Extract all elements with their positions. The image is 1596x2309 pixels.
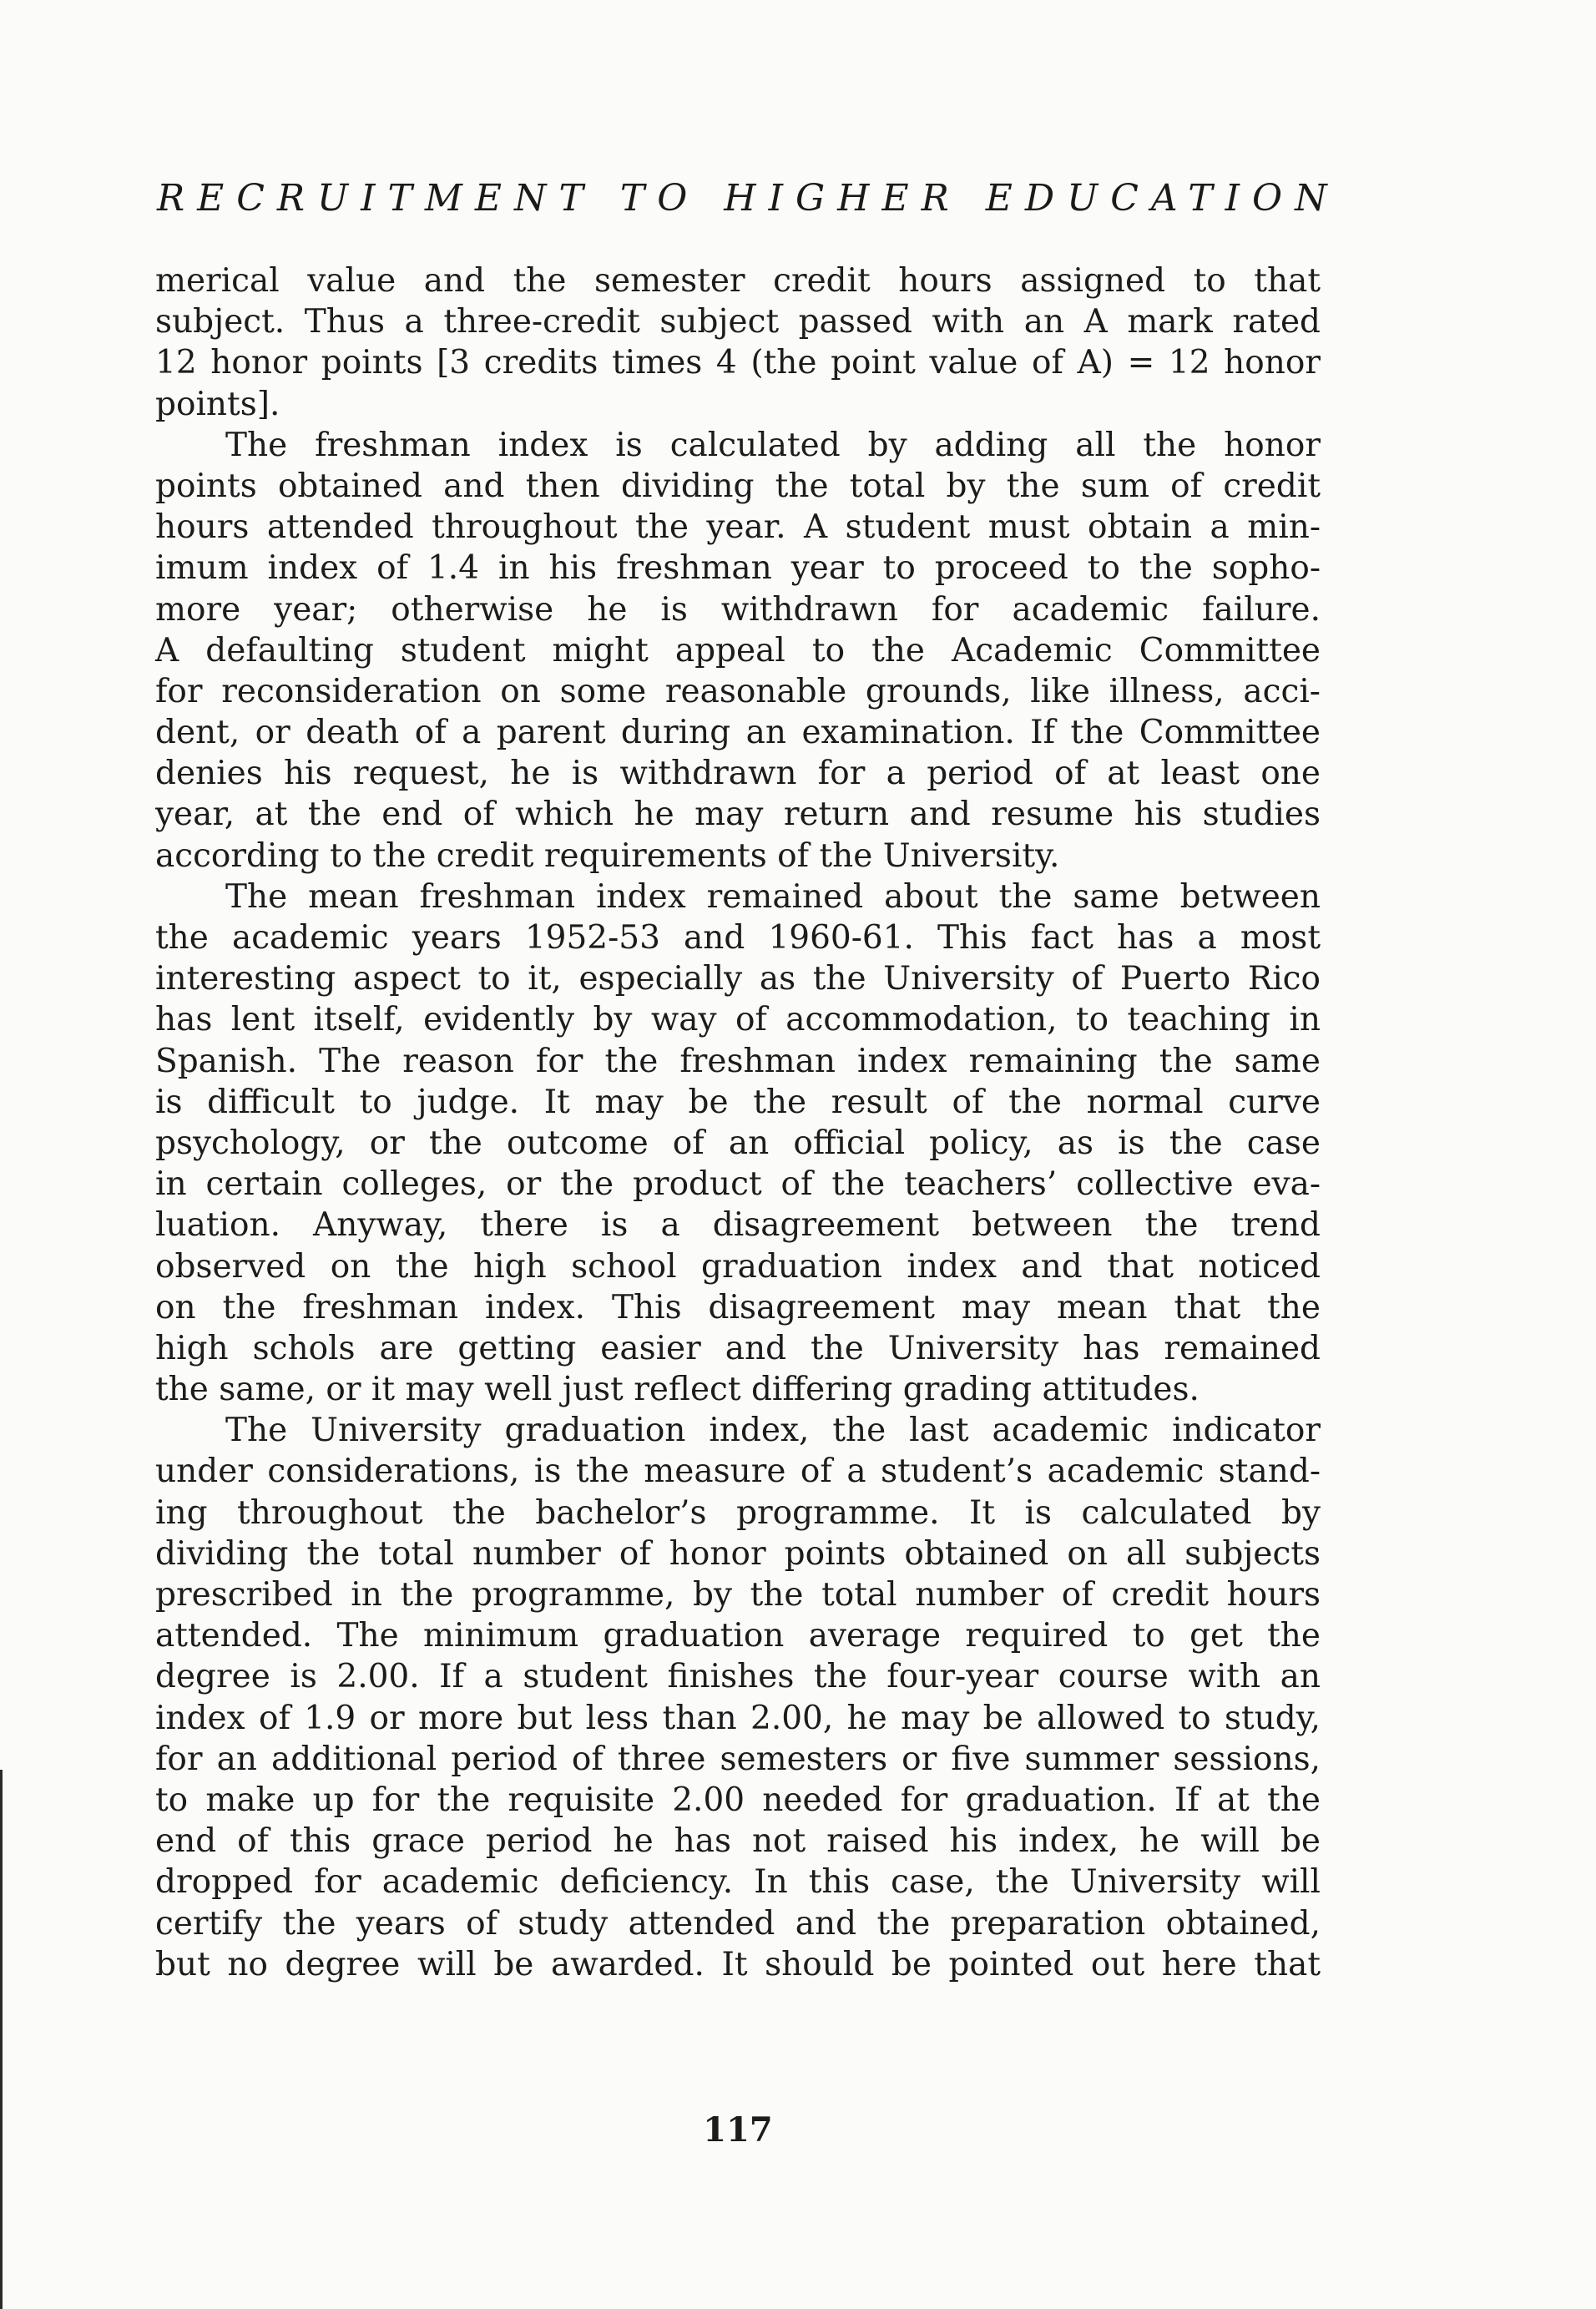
text-line: denies his request, he is withdrawn for a period of at least one [155,755,1321,793]
page-edge-divider [0,1770,3,2309]
text-line: ing throughout the bachelor’s programme. It is calculated by [155,1493,1321,1532]
text-line: observed on the high school graduation index and that noticed [155,1247,1321,1286]
text-line: The University graduation index, the last academic indicator [225,1412,1321,1450]
text-line: on the freshman index. This disagreement may mean that the [155,1288,1321,1326]
text-line: The freshman index is calculated by adding all the honor [225,426,1321,464]
text-line: points obtained and then dividing the total by the sum of credit [155,467,1321,505]
text-line: end of this grace period he has not raised his index, he will be [155,1822,1321,1861]
text-line: according to the credit requirements of the University. [155,836,1060,875]
text-line: is difficult to judge. It may be the result of the normal curve [155,1083,1321,1121]
text-line: the academic years 1952-53 and 1960-61. This fact has a most [155,919,1321,957]
text-line: prescribed in the programme, by the total number of credit hours [155,1576,1321,1614]
text-line: subject. Thus a three-credit subject passed with an A mark rated [155,303,1321,341]
text-line: certify the years of study attended and the preparation obtained, [155,1904,1321,1943]
text-line: in certain colleges, or the product of the teachers’ collective eva- [155,1165,1321,1204]
text-line: high schols are getting easier and the University has remained [155,1329,1321,1367]
text-line: 12 honor points [3 credits times 4 (the point value of A) = 12 honor [155,344,1321,382]
text-line: year, at the end of which he may return and resume his studies [155,796,1321,834]
running-header: RECRUITMENT TO HIGHER EDUCATION [157,177,1340,220]
text-line: The mean freshman index remained about the same between [225,877,1321,916]
page-number: 117 [703,2110,773,2150]
text-line: index of 1.9 or more but less than 2.00, he may be allowed to study, [155,1699,1321,1737]
text-line: for reconsideration on some reasonable grounds, like illness, acci- [155,672,1321,710]
text-line: hours attended throughout the year. A student must obtain a min- [155,508,1321,547]
text-line: the same, or it may well just reflect differing grading attitudes. [155,1371,1200,1409]
text-line: A defaulting student might appeal to the Academic Committee [155,631,1321,669]
text-line: luation. Anyway, there is a disagreement between the trend [155,1206,1321,1245]
text-line: more year; otherwise he is withdrawn for academic failure. [155,590,1321,629]
text-line: degree is 2.00. If a student finishes the four-year course with an [155,1658,1321,1696]
text-line: has lent itself, evidently by way of accommodation, to teaching in [155,1001,1321,1039]
text-line: to make up for the requisite 2.00 needed for graduation. If at the [155,1781,1321,1819]
text-line: interesting aspect to it, especially as the University of Puerto Rico [155,960,1321,998]
text-line: dropped for academic deficiency. In this case, the University will [155,1863,1321,1902]
text-line: imum index of 1.4 in his freshman year to proceed to the sopho- [155,549,1321,588]
text-line: Spanish. The reason for the freshman index remaining the same [155,1042,1321,1080]
text-line: for an additional period of three semesters or five summer sessions, [155,1740,1321,1778]
text-line: but no degree will be awarded. It should be pointed out here that [155,1945,1321,1983]
text-line: psychology, or the outcome of an official policy, as is the case [155,1124,1321,1162]
text-line: attended. The minimum graduation average required to get the [155,1617,1321,1655]
text-line: merical value and the semester credit hours assigned to that [155,262,1321,300]
text-line: dividing the total number of honor points obtained on all subjects [155,1534,1321,1573]
body-text [155,260,1321,1985]
text-line: under considerations, is the measure of a student’s academic stand- [155,1453,1321,1491]
text-line: dent, or death of a parent during an examination. If the Committee [155,714,1321,752]
text-line: points]. [155,385,280,423]
